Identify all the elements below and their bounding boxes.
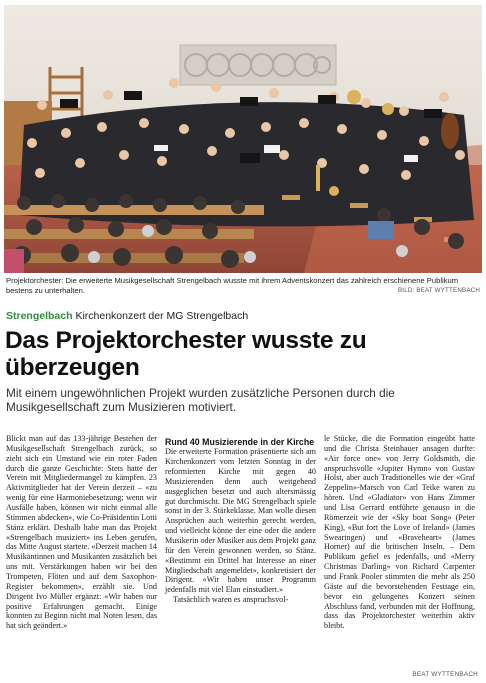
paragraph-intro: Blickt man auf das 133-jährige Bestehen der Musikgesellschaft Strengelbach zurück, so zieht sich ein Umstand wie ein roter Faden durch die ganze Geschichte: Stets hatte der Verein mit Mitgliedermangel zu kämpfen. 23 Aktivmitglieder hat der Verein derzeit – «zu wenig für eine Harmoniebesetzung; wenn wir Ausfälle haben, können wir nicht einmal alle Stimmen abdecken», wie Co-Präsidentin Lotti Stänz erklärt. Deshalb habe man das Projekt «Strengelbach musiziert» ins Leben gerufen, das Mitte August startete. «Derzeit machen 14 Musikantinnen und Musikanten zusätzlich bei uns mit. Verstärkungen haben wir bei den Trompeten, Flöten und auf dem Saxophon-Register bekommen», erzählt sie. Und Dirigent Ivo Müller ergänzt: «Wir haben nur positive Erfahrungen gemacht. Einige konnten zu Beginn nicht mal Noten lesen, das hat sich geändert.» [6, 434, 157, 631]
photo-caption [6, 276, 480, 297]
orchestra-photo [4, 5, 482, 273]
caption-text: Projektorchester: Die erweiterte Musikgesellschaft Strengelbach wusste mit ihrem Adventskonzert das zahlreich erschienene Publikum bestens zu unterhalten. [6, 276, 459, 296]
subheadline: Mit einem ungewöhnlichen Projekt wurden zusätzliche Personen durch die Musikgesellschaft zum Musizieren motiviert. [6, 386, 395, 414]
kicker-place: Strengelbach [6, 310, 73, 322]
paragraph-ensemble: Die erweiterte Formation präsentierte sich am Kirchenkonzert vom letzten Sonntag in der reformierten Kirche mit gegen 40 Musizierenden denn auch weitgehend ausgeglichen besetzt und auch altersmässig gut durchmischt. Die MG Strengelbach spiele sonst in der 3. Stärkeklasse. Man wolle diesen Ansprüchen auch weiterhin gerecht werden, und vielleicht könne der eine oder die andere Musikerin oder Musiker aus dem Projekt ganz für den Verein gewonnen werden, so Stänz. «Bestimmt ein Drittel hat Interesse an einer Mitgliedschaft angemeldet», konkretisiert der Dirigent. «Wir haben unser Programm jedenfalls mit viel Elan einstudiert.» [165, 447, 316, 595]
section-heading: Rund 40 Musizierende in der Kirche [165, 437, 315, 447]
article-column-3 [324, 434, 475, 631]
author-byline: BEAT WYTTENBACH [412, 671, 478, 678]
headline: Das Projektorchester wusste zu überzeugen [5, 327, 367, 381]
kicker [6, 310, 248, 322]
paragraph-program: le Stücke, die die Formation eingeübt hatte und die Christa Steinhauer ansagen durfte: «Air force one» von Jerry Goldsmith, die anspruchsvolle «Jupiter Hymn» von Gustav Holst, aber auch Traditionelles wie der «Graf Zeppelin»-Marsch von Carl Teike waren zu hören. Und «Gladiator» von Hans Zimmer und Lisa Gerrard entführte genauso in die Römerzeit wie der «Sky boat Song» (Peter King), «But fort the Love of Ireland» (James Swearingen) und «Braveheart» (James Horner) auf die britischen Inseln. – Dem Publikum gefiel es jedenfalls, und «Merry Christmas Darling» von Richard Carpenter und Frank Pooler stimmten die mehr als 250 Gäste auf die bevorstehenden Festtage ein, bevor ein gelungenes Konzert seinen Abschluss fand, verbunden mit der Hoffnung, dass das Projektorchester weiterhin aktiv bleibt. [324, 434, 475, 631]
kicker-topic: Kirchenkonzert der MG Strengelbach [75, 310, 249, 322]
article-column-1 [6, 434, 157, 631]
wall-ornament [180, 45, 336, 85]
article-column-2 [165, 434, 316, 605]
photo-credit: BILD: BEAT WYTTENBACH [397, 287, 480, 295]
paragraph-program-start: Tatsächlich waren es anspruchsvol- [173, 595, 289, 605]
